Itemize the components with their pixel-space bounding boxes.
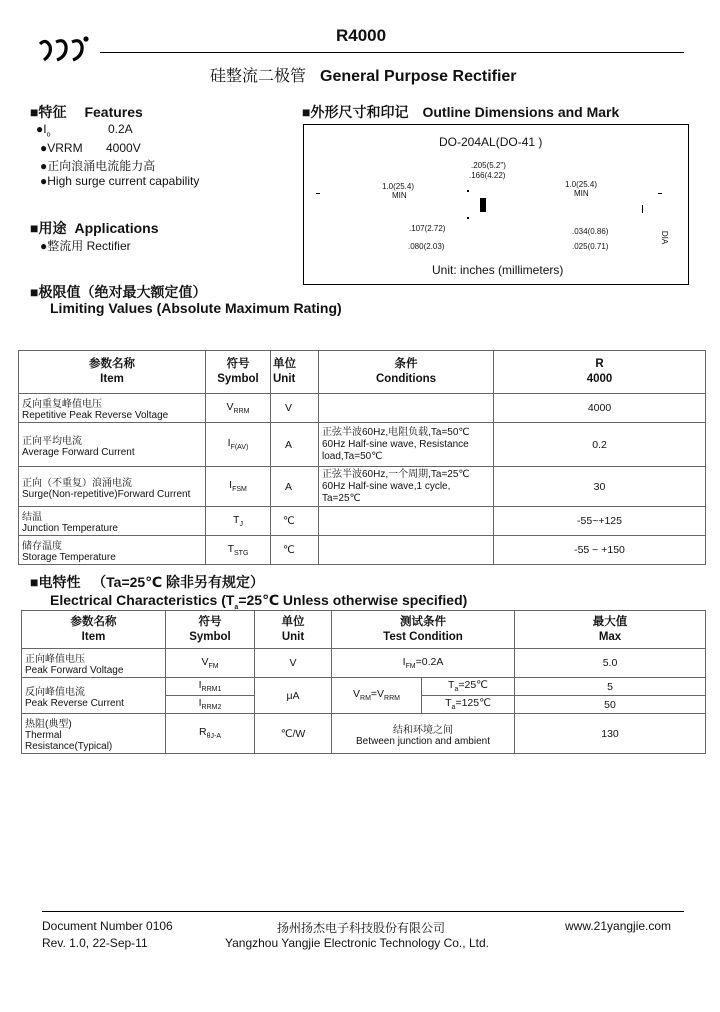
table-row: 结温 Junction Temperature $T_J$ ℃ -55~+125 [19,507,706,536]
revision: Rev. 1.0, 22-Sep-11 [42,936,148,950]
dim-body-min: .166(4.22) [469,171,506,180]
electrical-characteristics-table [21,610,706,754]
square-bullet-icon: ■ [302,104,311,120]
company-name-en: Yangzhou Yangjie Electronic Technology Co., Ltd. [225,936,489,950]
bullet-icon: ● [40,239,48,253]
features-heading: ■特征 Features [30,104,143,120]
title-en: General Purpose Rectifier [320,68,517,85]
table-row: 反向重复峰值电压 Repetitive Peak Reverse Voltage $V_{RRM}$ V 4000 [19,394,706,423]
square-bullet-icon: ■ [30,574,39,590]
bullet-icon: ● [40,141,48,155]
limiting-values-table [18,350,706,565]
lead-right-length: 1.0(25.4) [565,180,598,189]
applications-heading: ■用途 Applications [30,220,159,236]
table-row: 热阻(典型) Thermal Resistance(Typical) $R_{\theta J-A}$ ℃/W 结和环境之间 Between junction and ambient 130 [22,714,706,754]
table-row: 储存温度 Storage Temperature $T_{STG}$ ℃ -55 ~ +150 [19,536,706,565]
footer-rule [42,911,684,912]
bullet-icon: ● [40,159,48,173]
table-header-row: 参数名称 Item 符号 Symbol 单位 Unit 条件 Conditions R 4000 [19,351,706,394]
document-title [210,63,517,86]
website-link[interactable]: www.21yangjie.com [565,919,672,933]
lead-dia-tick [642,205,643,213]
bullet-icon: ● [40,174,48,188]
feature-vrrm: ●VRRM 4000V [40,141,141,155]
limiting-heading-en: Limiting Values (Absolute Maximum Rating) [50,300,342,316]
outline-heading: ■外形尺寸和印记 Outline Dimensions and Mark [302,104,620,120]
square-bullet-icon: ■ [30,284,39,300]
title-cn: 硅整流二极管 [210,68,307,85]
electrical-heading-cn: ■电特性 （Ta=25℃ 除非另有规定） [30,574,265,590]
dia-label: DIA [660,230,670,245]
bullet-icon: ● [36,122,44,136]
application-item: ●整流用 Rectifier [40,239,131,253]
lead-end-right [658,193,662,194]
table-row: $I_{RRM2}$ $T_a=125℃$ 50 [22,696,706,714]
table-row: 正向平均电流 Average Forward Current $I_{F(AV)}$ A 正弦半波60Hz,电阻负载,Ta=50℃ 60Hz Half-sine wave, Resistance load,Ta=50℃ 0.2 [19,423,706,467]
body-dim-tick [467,190,469,192]
feature-surge-en: ●High surge current capability [40,174,200,188]
lead-right-min: MIN [574,189,589,198]
lead-end-left [316,193,320,194]
table-row: 反向峰值电流 Peak Reverse Current $I_{RRM1}$ μA $V_{RM}=V_{RRM}$ $T_a=25℃$ 5 [22,678,706,696]
package-name: DO-204AL(DO-41 ) [439,135,543,149]
company-name-cn: 扬州扬杰电子科技股份有限公司 [277,921,446,935]
table-row: 正向（不重复）浪涌电流 Surge(Non-repetitive)Forward Current $I_{FSM}$ A 正弦半波60Hz,一个周期,Ta=25℃ 60Hz Half-sine wave,1 cycle, Ta=25℃ 30 [19,467,706,507]
dia-body-min: .080(2.03) [408,242,445,251]
unit-note: Unit: inches (millimeters) [432,263,564,277]
table-header-row: 参数名称 Item 符号 Symbol 单位 Unit 测试条件 Test Condition 最大值 Max [22,611,706,649]
limiting-heading-cn: ■极限值（绝对最大额定值） [30,284,207,300]
outline-drawing-box [303,124,689,285]
feature-io: $●I_o$ 0.2A [36,122,133,139]
dia-lead-max: .034(0.86) [572,227,609,236]
lead-left-min: MIN [392,191,407,200]
feature-surge-cn: ●正向浪涌电流能力高 [40,159,156,173]
lead-left-length: 1.0(25.4) [382,182,415,191]
body-dim-tick [467,217,469,219]
dia-body-max: .107(2.72) [409,224,446,233]
table-row: 正向峰值电压 Peak Forward Voltage $V_{FM}$ V $I_{FM}=0.2A$ 5.0 [22,649,706,678]
part-number: R4000 [336,26,387,45]
dia-lead-min: .025(0.71) [572,242,609,251]
diode-body [480,198,486,212]
header-rule [100,52,684,53]
dim-body-max: .205(5.2") [471,161,506,170]
document-number: Document Number 0106 [42,919,173,933]
square-bullet-icon: ■ [30,104,39,120]
square-bullet-icon: ■ [30,220,39,236]
company-logo [36,34,92,66]
electrical-heading-en: Electrical Characteristics ($T_a=25℃$ Unless otherwise specified) [50,592,468,611]
